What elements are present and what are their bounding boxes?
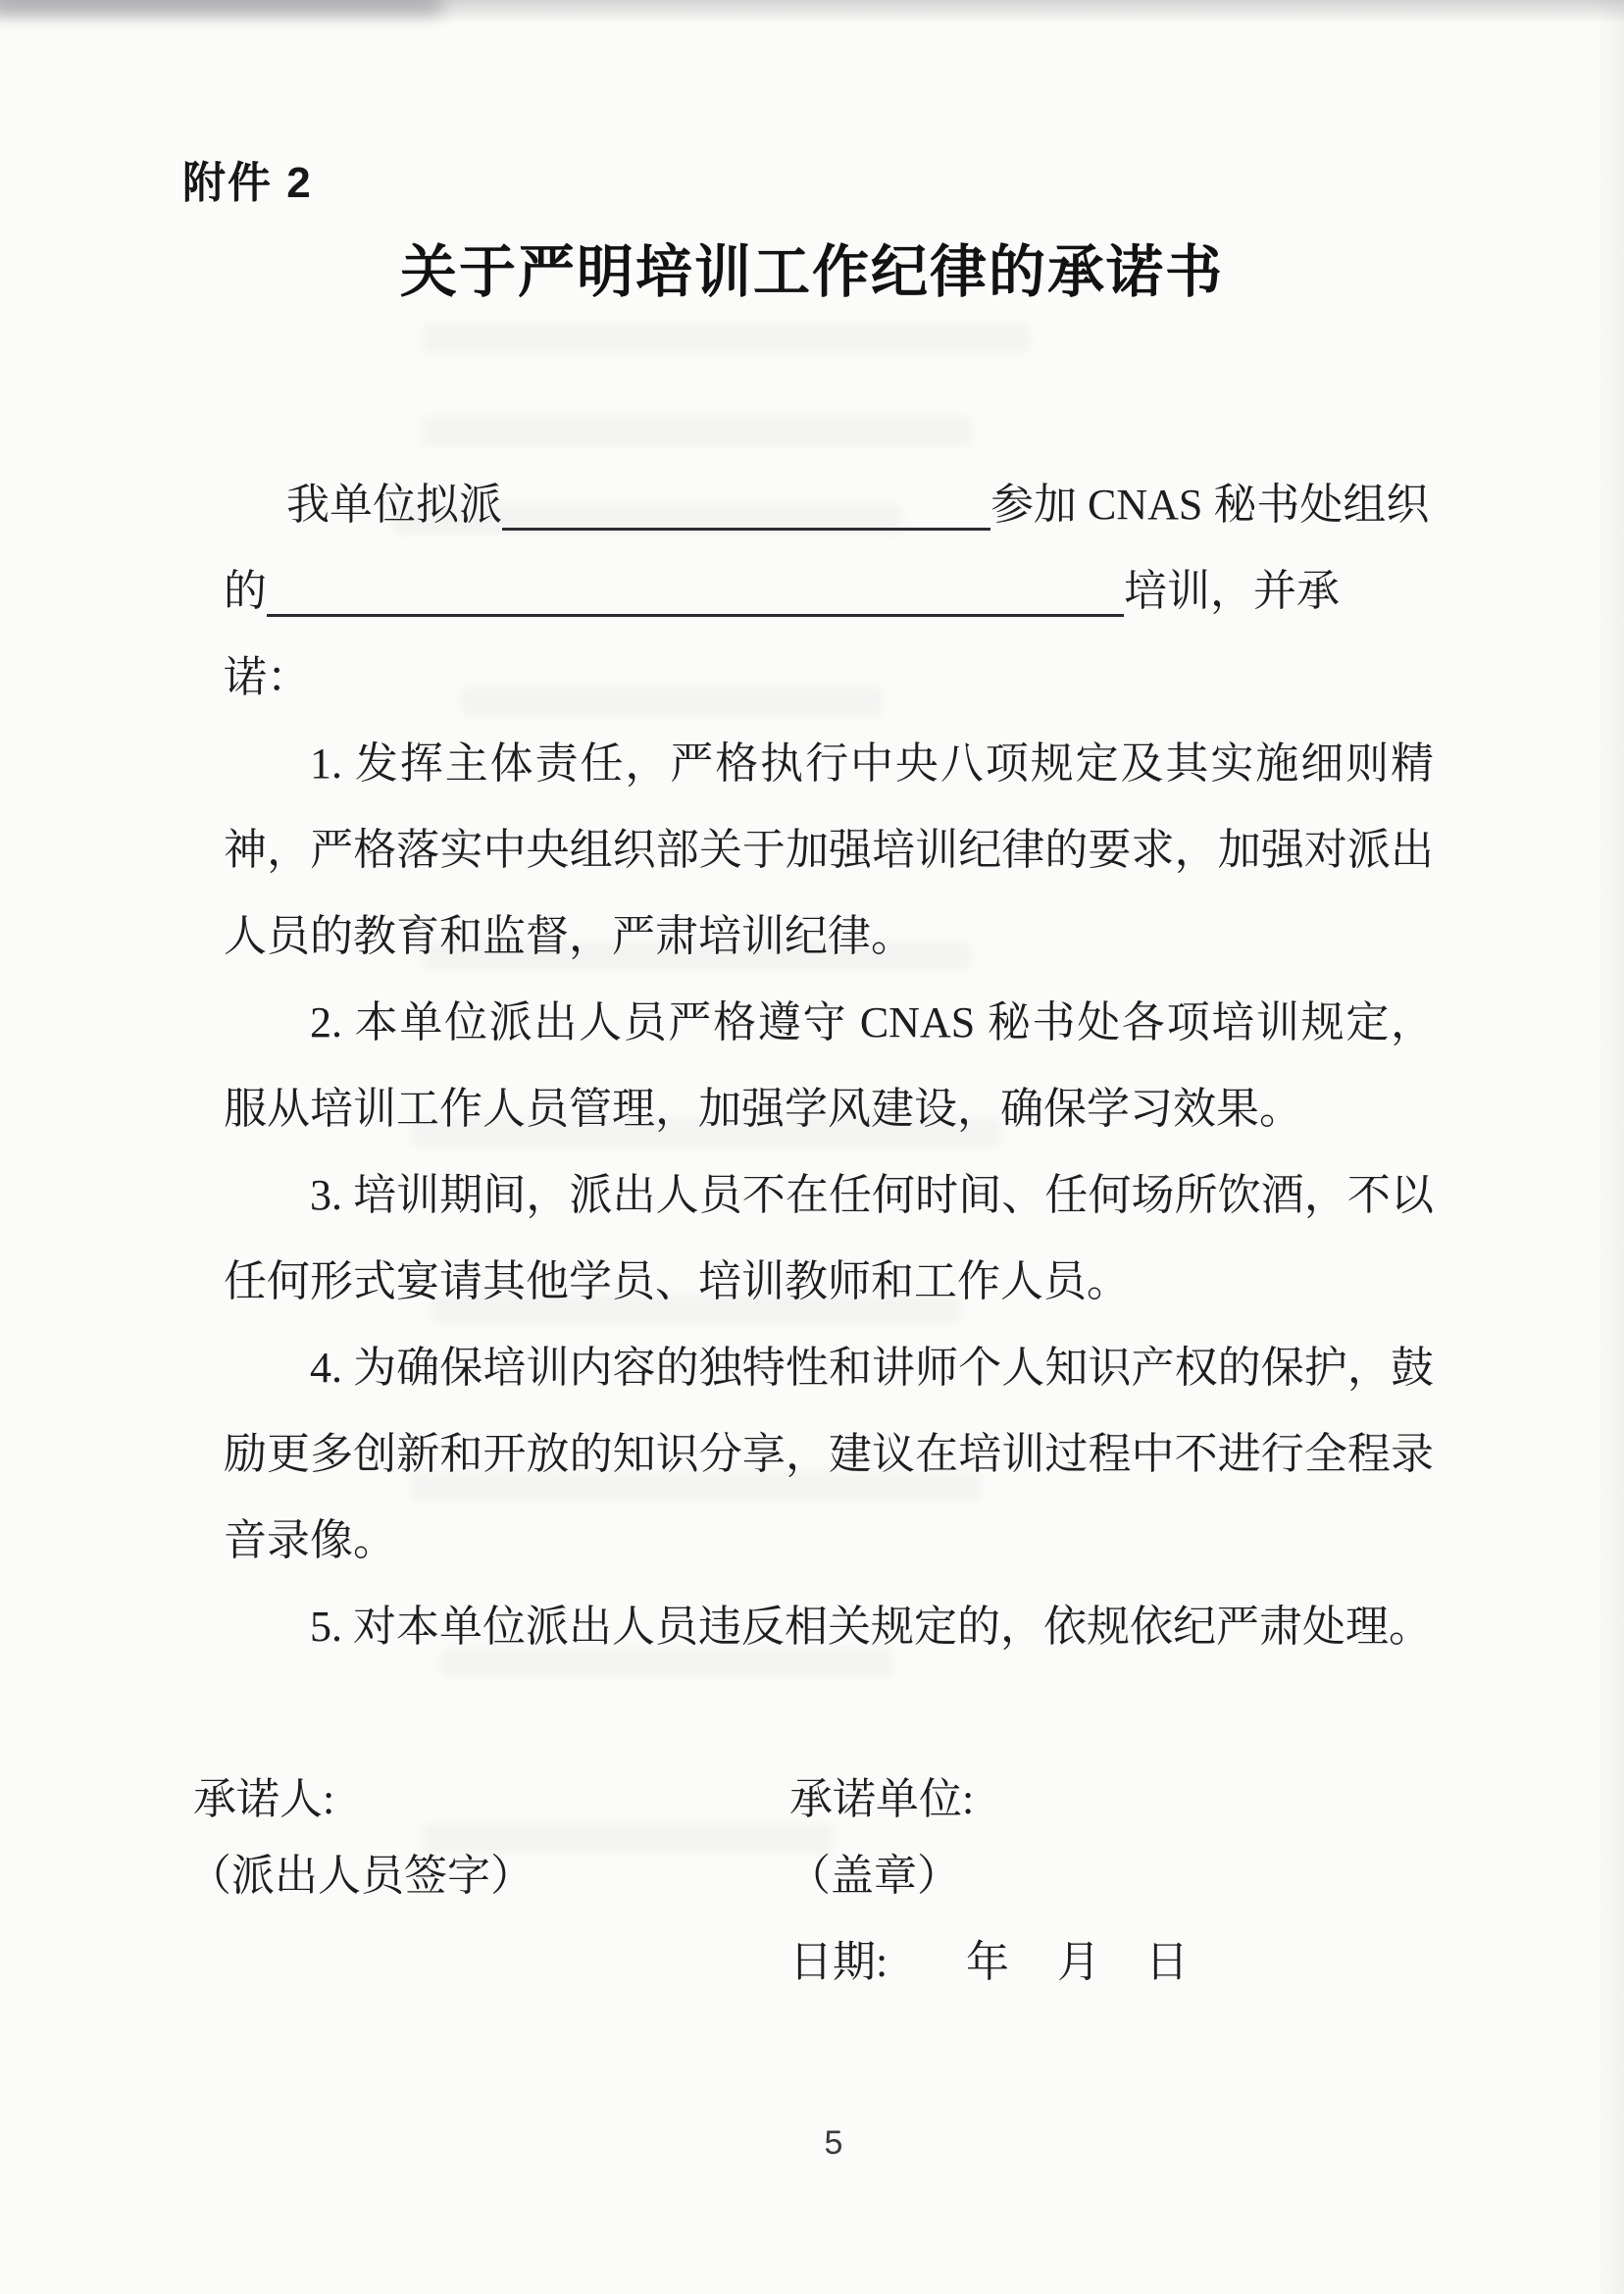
clause-5: 5. 对本单位派出人员违反相关规定的，依规依纪严肃处理。 — [310, 1603, 1432, 1651]
date-day-label: 日 — [1145, 1938, 1189, 1986]
scan-artifact-top-band — [0, 0, 1624, 24]
fill-in-blank-training — [267, 561, 1124, 617]
intro-line1-suffix: 参加 CNAS 秘书处组织 — [990, 481, 1430, 529]
date-month-label: 月 — [1057, 1938, 1100, 1986]
promisor-label: 承诺人: — [193, 1775, 335, 1823]
clause-3: 3. 培训期间，派出人员不在任何时间、任何场所饮酒，不以任何形式宴请其他学员、培训教师和工作人员。 — [224, 1171, 1434, 1305]
unit-seal-note: （盖章） — [787, 1852, 960, 1900]
document-title: 关于严明培训工作纪律的承诺书 — [399, 240, 1224, 304]
intro-line3-text: 诺： — [224, 653, 310, 701]
page-number: 5 — [824, 2124, 843, 2162]
scan-artifact-right-edge — [1595, 0, 1624, 2294]
intro-line1-prefix: 我单位拟派 — [286, 481, 502, 529]
promising-unit-label: 承诺单位: — [789, 1775, 975, 1823]
intro-line2-suffix: 培训，并承 — [1124, 567, 1340, 615]
clause-1: 1. 发挥主体责任，严格执行中央八项规定及其实施细则精神，严格落实中央组织部关于加强培训纪律的要求，加强对派出人员的教育和监督，严肃培训纪律。 — [224, 739, 1434, 960]
intro-line-1 — [224, 462, 1434, 548]
promisor-signature-note: （派出人员签字） — [188, 1852, 533, 1900]
date-label: 日期: — [789, 1938, 888, 1986]
date-year-label: 年 — [966, 1938, 1009, 1986]
fill-in-blank-personnel — [502, 475, 990, 531]
document-body — [224, 462, 1434, 1670]
intro-line-2 — [224, 548, 1434, 635]
clause-4: 4. 为确保培训内容的独特性和讲师个人知识产权的保护，鼓励更多创新和开放的知识分享，建议在培训过程中不进行全程录音录像。 — [224, 1344, 1434, 1564]
clause-2: 2. 本单位派出人员严格遵守 CNAS 秘书处各项培训规定，服从培训工作人员管理，加强学风建设，确保学习效果。 — [224, 998, 1434, 1133]
intro-line-3 — [224, 635, 1434, 721]
intro-line2-prefix: 的 — [224, 567, 267, 615]
attachment-label: 附件 2 — [182, 159, 313, 207]
scan-artifact-top-left — [0, 0, 441, 16]
